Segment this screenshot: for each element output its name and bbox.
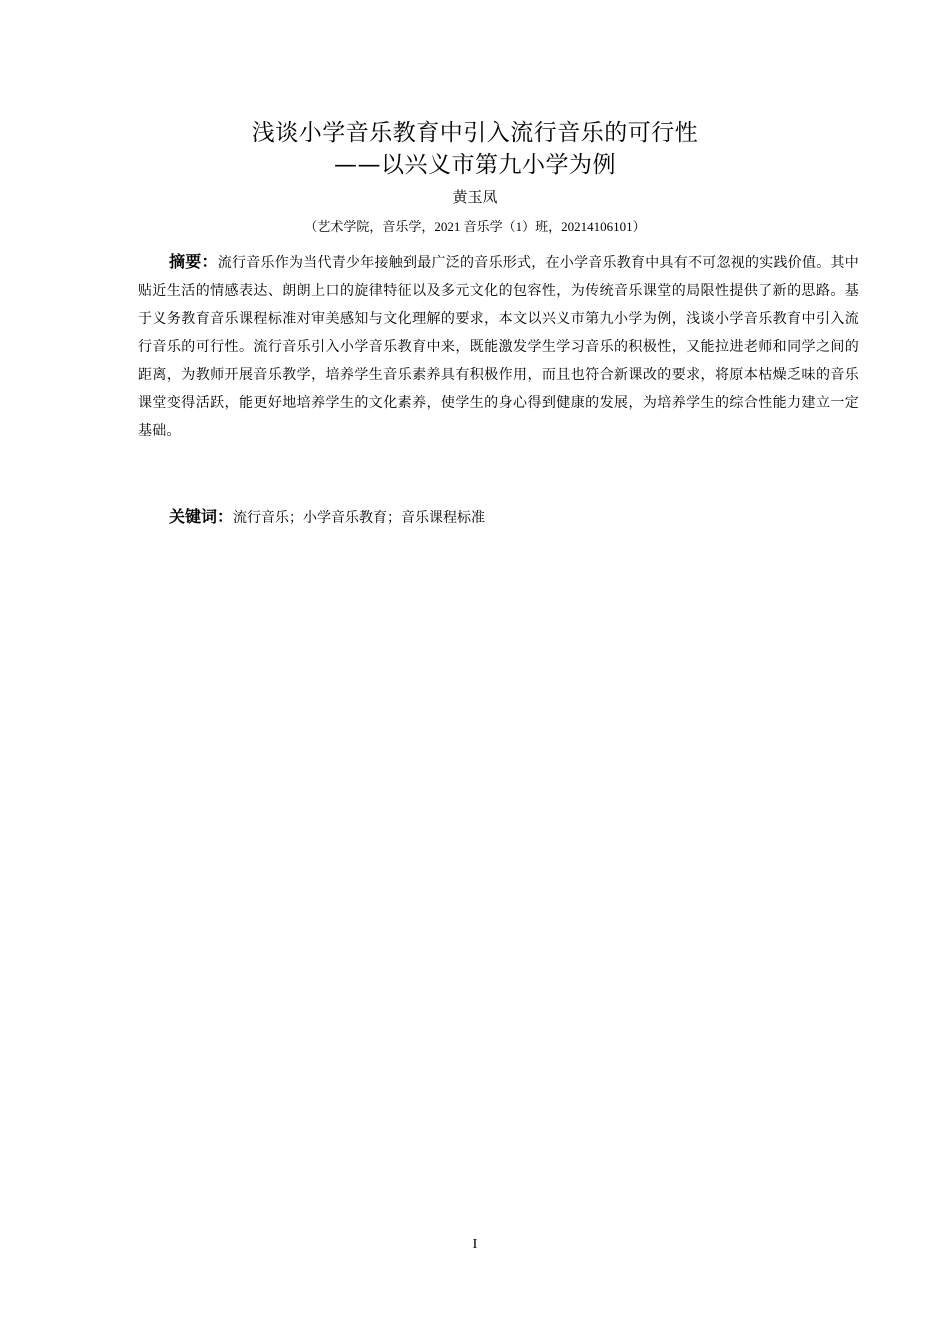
author-affiliation: （艺术学院，音乐学，2021 音乐学（1）班，20214106101） <box>304 219 646 234</box>
keywords-paragraph <box>138 503 859 532</box>
page-number: I <box>472 1237 478 1252</box>
keywords-label: 关键词： <box>169 507 234 526</box>
author-name: 黄玉凤 <box>452 188 498 206</box>
abstract-label: 摘要： <box>169 252 218 271</box>
abstract-paragraph <box>138 248 859 445</box>
title-line-2: ——以兴义市第九小学为例 <box>334 152 616 178</box>
keywords-text: 流行音乐；小学音乐教育；音乐课程标准 <box>233 510 486 526</box>
title-line-1: 浅谈小学音乐教育中引入流行音乐的可行性 <box>251 120 699 146</box>
abstract-text: 流行音乐作为当代青少年接触到最广泛的音乐形式，在小学音乐教育中具有不可忽视的实践价值。其中贴近生活的情感表达、朗朗上口的旋律特征以及多元文化的包容性，为传统音乐课堂的局限性提供了新的思路。基于义务教育音乐课程标准对审美感知与文化理解的要求，本文以兴义市第九小学为例，浅谈小学音乐教育中引入流行音乐的可行性。流行音乐引入小学音乐教育中来，既能激发学生学习音乐的积极性，又能拉进老师和同学之间的距离，为教师开展音乐教学，培养学生音乐素养具有积极作用，而且也符合新课改的要求，将原本枯燥乏味的音乐课堂变得活跃，能更好地培养学生的文化素养，使学生的身心得到健康的发展，为培养学生的综合性能力建立一定基础。 <box>138 255 860 439</box>
